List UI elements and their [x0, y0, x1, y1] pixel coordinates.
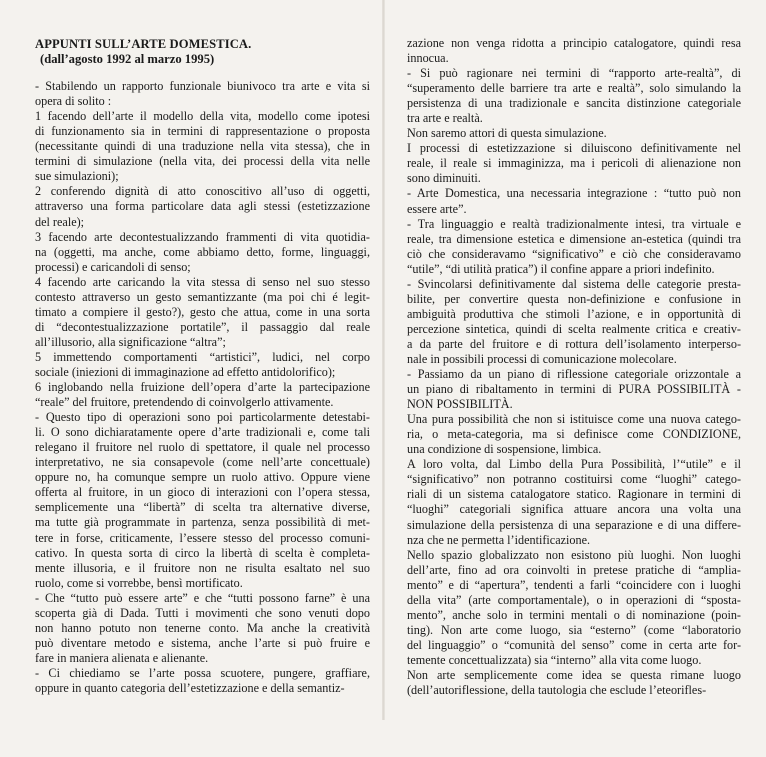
text-line: “reale” del fruitore, pretendendo di coinvolgerlo attivamente.	[35, 395, 334, 410]
text-line: attraverso una forma particolare data agli stessi (estetizzazione	[35, 199, 370, 214]
text-line: 1 facendo dell’arte il modello della vita, modello come ipotesi	[35, 109, 370, 124]
text-line: sono diminuiti.	[407, 171, 481, 186]
right-column	[407, 36, 741, 756]
text-line: di funzionamento sia in termini di rappresentazione o proposta	[35, 124, 370, 139]
left-column-body	[35, 79, 370, 696]
text-line: ria, o meta-categoria, ma si definisce come CONDIZIONE,	[407, 427, 741, 442]
document-title: APPUNTI SULL’ARTE DOMESTICA.	[35, 37, 252, 51]
text-line: zazione non venga ridotta a principio catalogatore, quindi resa	[407, 36, 741, 50]
text-line: essere arte”.	[407, 201, 467, 216]
text-line: fare in maniera alienata e alienante.	[35, 650, 209, 665]
text-line: simulazione della persistenza di una separazione e di una differe-	[407, 517, 741, 532]
text-line: può diventare metodo e sistema, anche l’arte si può fruire e	[35, 635, 370, 650]
text-line: - Passiamo da un piano di riflessione categoriale orizzontale a	[407, 367, 741, 382]
text-line: Nello spazio globalizzato non esistono più luoghi. Non luoghi	[407, 547, 741, 562]
text-line: nza che ne permetta l’identificazione.	[407, 532, 591, 547]
text-line: dell’arte, fino ad ora coinvolti in pretese pratiche di “amplia-	[407, 562, 741, 577]
text-line: opera di solito :	[35, 94, 112, 109]
text-line: “utile”, “di utilità pratica”) il confine appare a priori indefinito.	[407, 261, 715, 276]
text-line: - Si può ragionare nei termini di “rapporto arte-realtà”, di	[407, 66, 741, 81]
text-line: tra arte e realtà.	[407, 111, 483, 126]
text-line: processi) e caricandoli di senso;	[35, 259, 191, 274]
text-line: - Ci chiediamo se l’arte possa scuotere, pungere, graffiare,	[35, 665, 370, 680]
text-line: all’illusorio, alla significazione “altra”;	[35, 334, 226, 349]
document-subtitle: (dall’agosto 1992 al marzo 1995)	[40, 52, 215, 67]
text-line: non hanno potuto non tenerne conto. Ma anche la creatività	[35, 620, 370, 635]
text-line: reale, tra dimensione estetica e dimensione an-estetica (quindi tra	[407, 231, 741, 246]
text-line: I processi di estetizzazione si diluiscono definitivamente nel	[407, 141, 741, 156]
page-fold	[382, 0, 385, 720]
text-line: reale, il reale si immaginizza, ma i pericoli di alienazione non	[407, 156, 741, 171]
text-line: nale in possibili processi di comunicazione molecolare.	[407, 351, 677, 366]
text-line: offerta al fruitore, in un gioco di interazioni con l’opera stessa,	[35, 485, 370, 500]
text-line: ma tutte già programmate in partenza, senza possibilità di met-	[35, 515, 370, 530]
text-line: (necessitante quindi di una traduzione nella vita stessa), che in	[35, 139, 370, 154]
text-line: “significativo” non potranno costituirsi come “luoghi” catego-	[407, 472, 741, 487]
text-line: - Questo tipo di operazioni sono poi particolarmente detestabi-	[35, 410, 370, 425]
left-column	[35, 37, 370, 757]
text-line: relegano il fruitore nel ruolo di spettatore, il quale nel processo	[35, 440, 370, 455]
text-line: ting). Non arte come luogo, sia “esterno” (come “laboratorio	[407, 622, 741, 637]
text-line: - Svincolarsi definitivamente dal sistema delle categorie presta-	[407, 276, 741, 291]
text-line: Non saremo attori di questa simulazione.	[407, 126, 607, 141]
text-line: “luoghi” categoriali significa attuare ancora una volta una	[407, 502, 741, 517]
text-line: del linguaggio” o “comunità del senso” come in certa arte for-	[407, 637, 741, 652]
text-line: 5 immettendo comportamenti “artistici”, ludici, nel corpo	[35, 349, 370, 364]
text-line: semplicemente una “libertà” di scelta tra alternative diverse,	[35, 500, 370, 515]
text-line: scoperta già di Dada. Tutti i movimenti che sono venuti dopo	[35, 605, 370, 620]
text-line: mento” e di “apertura”, tendenti a farli “coincidere con i luoghi	[407, 577, 741, 592]
text-line: termini di simulazione (nella vita, dei processi della vita nelle	[35, 154, 370, 169]
text-line: innocua.	[407, 51, 449, 66]
text-line: oppure in quanto categoria dell’estetizzazione e della semantiz-	[35, 680, 345, 695]
text-line: - Che “tutto può essere arte” e che “tutti possono farne” è una	[35, 590, 370, 605]
text-line: una condizione di sospensione, limbica.	[407, 442, 602, 457]
right-column-body	[407, 36, 741, 698]
text-line: un piano di ribaltamento in termini di PURA POSSIBILITÀ -	[407, 382, 741, 397]
text-line: timato a compiere il gesto?), gesto che attua, come in una sorta	[35, 304, 370, 319]
text-line: 6 inglobando nella fruizione dell’opera d’arte la partecipazione	[35, 380, 370, 395]
text-line: Una pura possibilità che non si istituisce come una nuova catego-	[407, 412, 741, 427]
text-line: mento”, anche solo in termini mentali o di nominazione (poin-	[407, 607, 741, 622]
text-line: del reale);	[35, 214, 85, 229]
text-line: “superamento delle barriere tra arte e realtà”, solo simulando la	[407, 81, 741, 96]
text-line: sue simulazioni);	[35, 169, 119, 184]
text-line: li. O sono dichiaratamente opere d’arte tradizionali e, come tali	[35, 425, 370, 440]
text-line: persistenza di una tradizionale e sancita distinzione categoriale	[407, 96, 741, 111]
text-line: bilite, per convertire questa non-definizione e confusione in	[407, 291, 741, 306]
text-line: ambiguità produttiva che stimoli l’azione, e in opportunità di	[407, 306, 741, 321]
text-line: - Stabilendo un rapporto funzionale biunivoco tra arte e vita si	[35, 79, 370, 94]
text-line: percezione sintetica, quindi di scelta realmente critica e creativ-	[407, 321, 741, 336]
text-line: na (oggetti, ma anche, come abbiamo detto, forme, linguaggi,	[35, 244, 370, 259]
text-line: (dell’autoriflessione, della tautologia che esclude l’eteorifles-	[407, 683, 707, 698]
text-line: temente concettualizzata) sia “interno” alla vita come luogo.	[407, 652, 702, 667]
text-line: mente illusoria, e il fruitore non ne risulta esaltato nel suo	[35, 560, 370, 575]
text-line: cativo. In questa sorta di circo la libertà di scelta è completa-	[35, 545, 370, 560]
text-line: riali di un sistema catalogatore statico. Ragionare in termini di	[407, 487, 741, 502]
text-line: contesto attraverso un gesto semantizzante (ma poi chi é legit-	[35, 289, 370, 304]
text-line: A loro volta, dal Limbo della Pura Possibilità, l’“utile” e il	[407, 457, 741, 472]
text-line: a da parte del fruitore e di rottura dell’isolamento interperso-	[407, 336, 741, 351]
text-line: tere in forse, criticamente, l’essere stesso del processo comuni-	[35, 530, 370, 545]
text-line: - Tra linguaggio e realtà tradizionalmente intesi, tra virtuale e	[407, 216, 741, 231]
text-line: ruolo, come si vorrebbe, bensì mortificato.	[35, 575, 243, 590]
text-line: ciò che consideravamo “significativo” e ciò che consideravamo	[407, 246, 741, 261]
text-line: interpretativo, ne sia consapevole (come nell’arte concettuale)	[35, 455, 370, 470]
text-line: - Arte Domestica, una necessaria integrazione : “tutto può non	[407, 186, 741, 201]
text-line: 4 facendo arte caricando la vita stessa di senso nel suo stesso	[35, 274, 370, 289]
text-line: della vita” (arte comportamentale), o in operazioni di “sposta-	[407, 592, 741, 607]
text-line: oppure no, ha comunque sempre un ruolo attivo. Oppure viene	[35, 470, 370, 485]
text-line: 3 facendo arte decontestualizzando frammenti di vita quotidia-	[35, 229, 370, 244]
text-line: Non arte semplicemente come idea se questa rimane luogo	[407, 667, 741, 682]
text-line: sociale (iniezioni di immaginazione ad effetto antidolorifico);	[35, 364, 336, 379]
text-line: 2 conferendo dignità di atto conoscitivo all’uso di oggetti,	[35, 184, 370, 199]
text-line: NON POSSIBILITÀ.	[407, 397, 513, 412]
text-line: di “decontestualizzazione portatile”, il passaggio dal reale	[35, 319, 370, 334]
